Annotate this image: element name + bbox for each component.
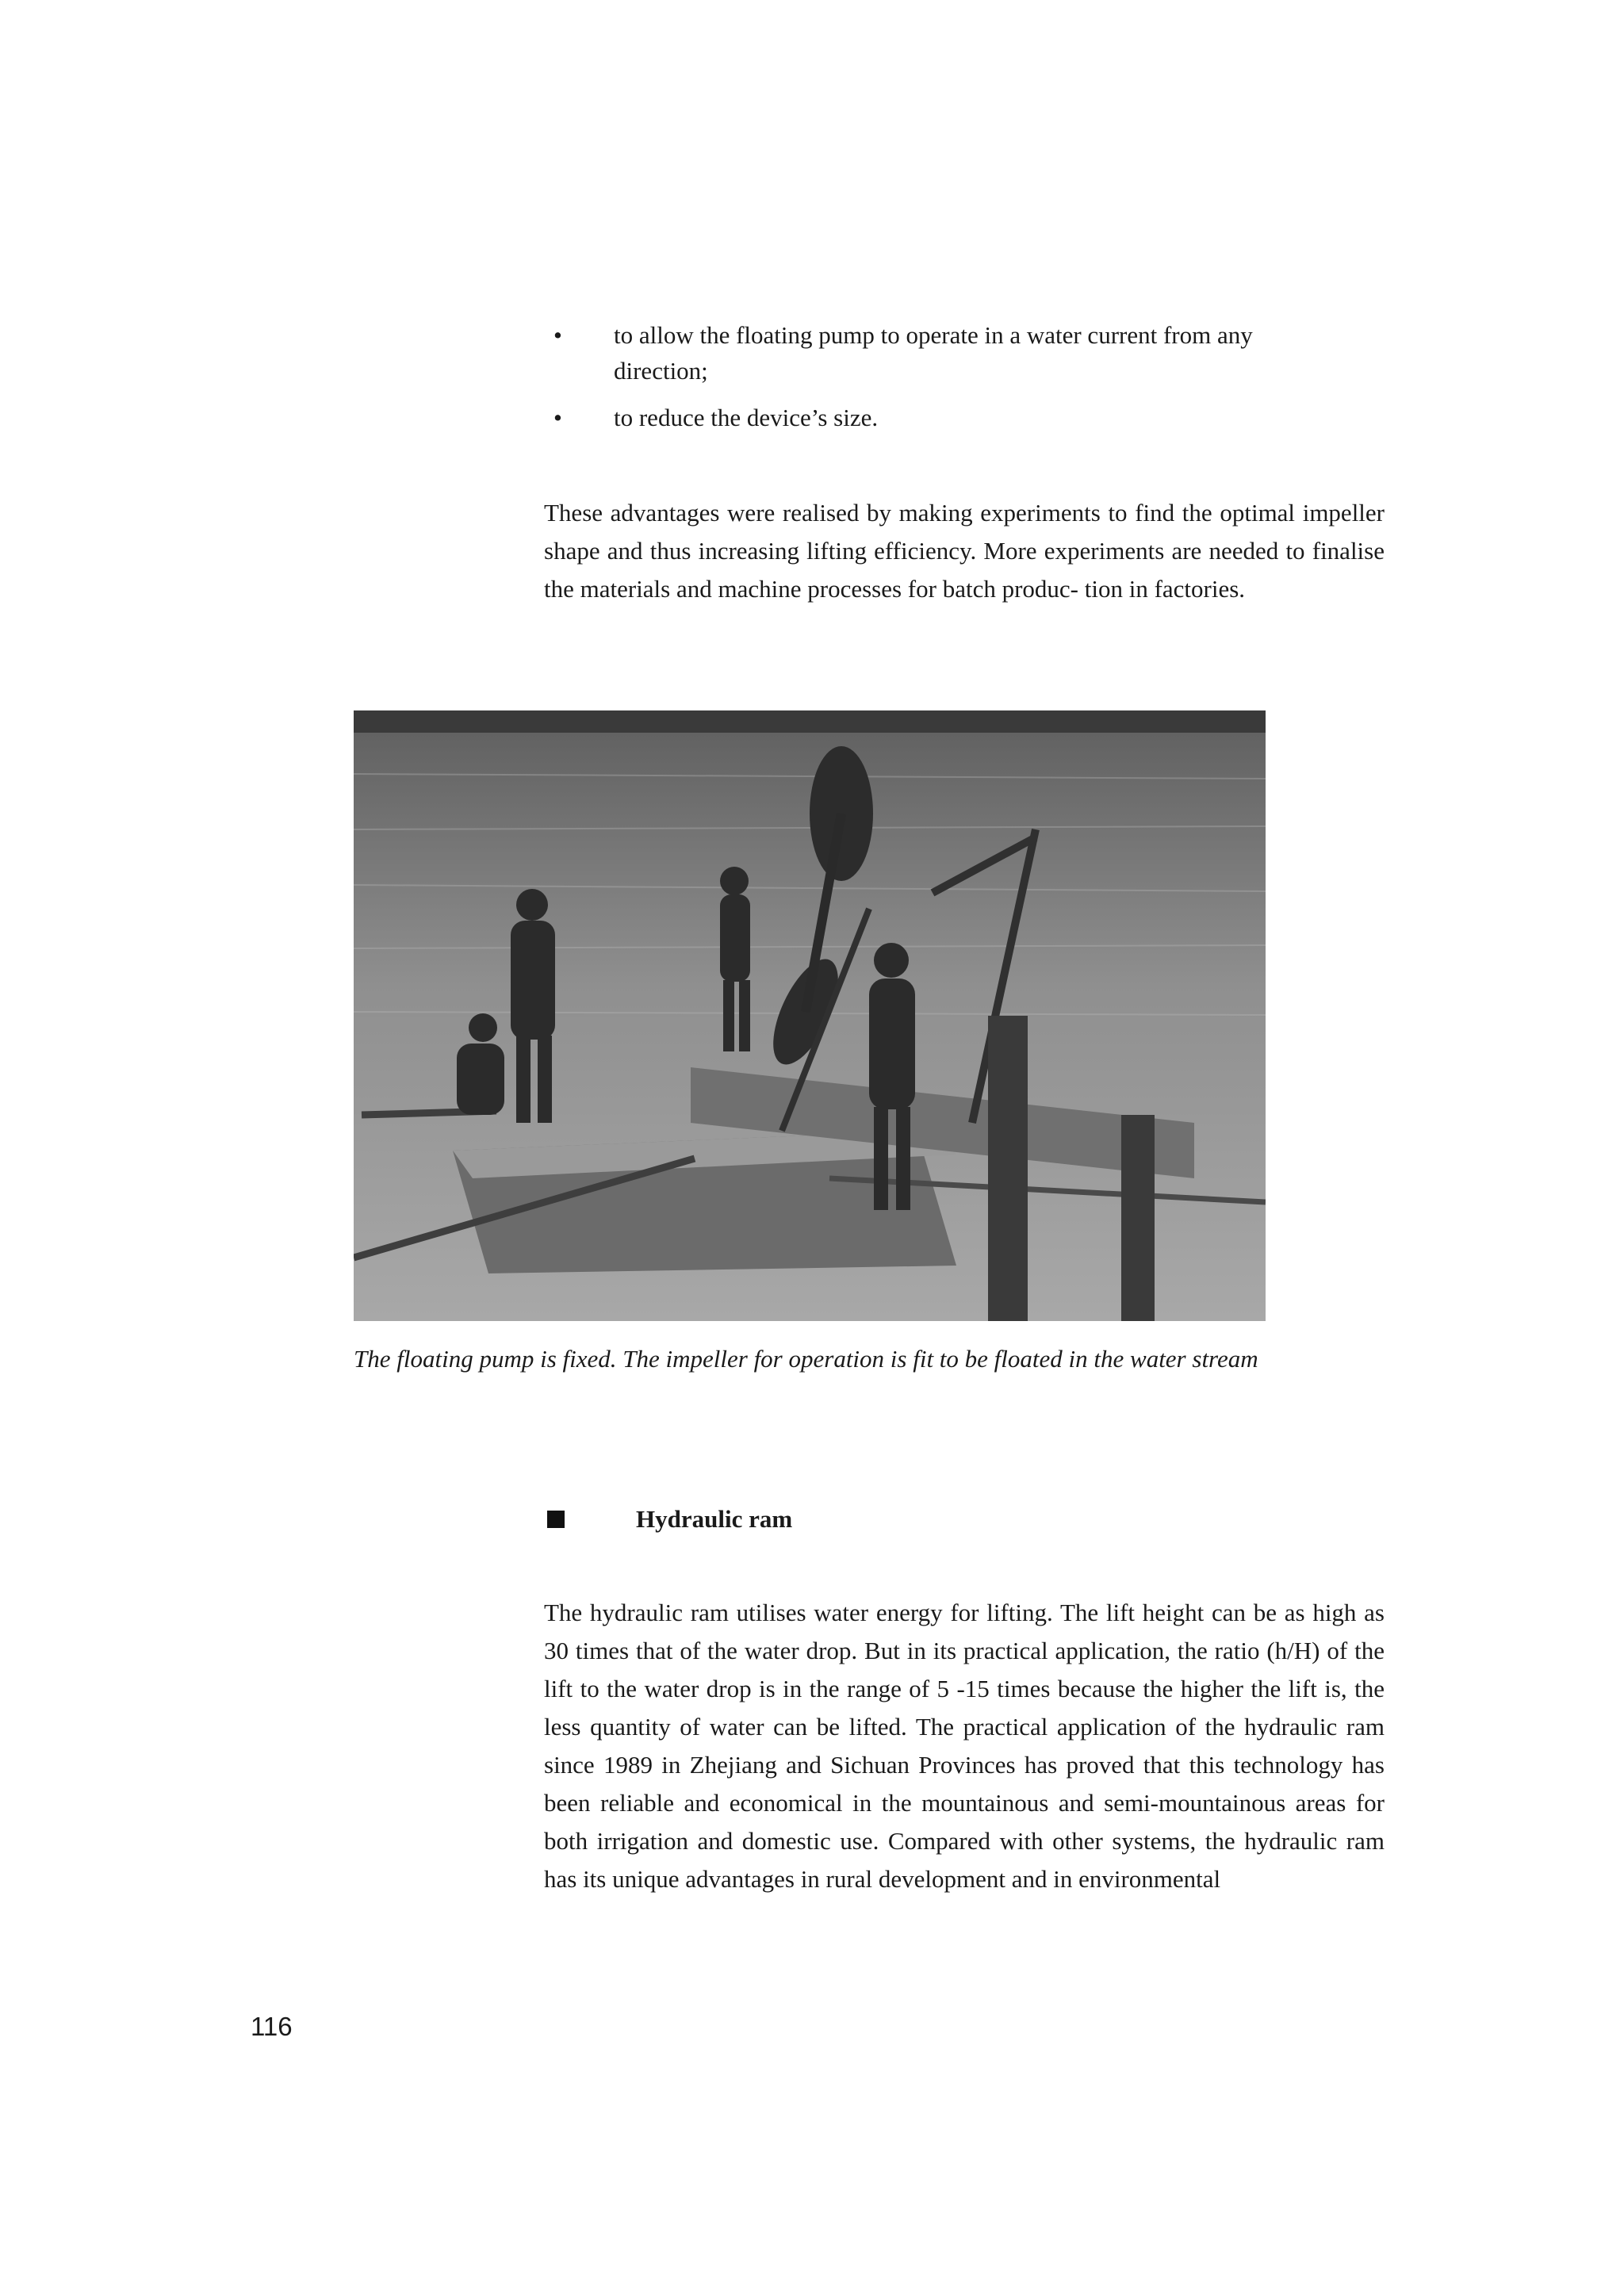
bullet-dot: • [553,321,562,349]
square-bullet-icon [547,1511,565,1528]
bullet-list [544,317,1377,446]
bullet-text: to reduce the device’s size. [614,404,879,431]
bullet-item [544,317,1377,389]
bullet-item [544,400,1377,435]
bullet-text: to allow the floating pump to operate in a water current from any direction; [614,321,1253,385]
section-title: Hydraulic ram [636,1505,793,1533]
paragraph-impeller: These advantages were realised by making experiments to find the optimal impeller shape and thus increasing lifting efficiency. More experiments are needed to finalise the materials and machine processes for batch produc- tion in factories. [544,499,1385,603]
figure-caption: The floating pump is fixed. The impeller for operation is fit to be floated in the water stream [354,1345,1258,1373]
floating-pump-photo [354,710,1266,1321]
paragraph-hydraulic-ram: The hydraulic ram utilises water energy for lifting. The lift height can be as high as 30 times that of the water drop. But in its practical application, the ratio (h/H) of the lift to the water drop is in the range of 5 -15 times because the higher the lift is, the less quantity of water can be lifted. The practical application of the hydraulic ram since 1989 in Zhejiang and Sichuan Provinces has proved that this technology has been reliable and economical in the mountainous and semi-mountainous areas for both irrigation and domestic use. Compared with other systems, the hydraulic ram has its unique advantages in rural development and in environmental [544,1599,1385,1893]
bullet-dot: • [553,404,562,431]
page-number: 116 [251,2012,293,2041]
